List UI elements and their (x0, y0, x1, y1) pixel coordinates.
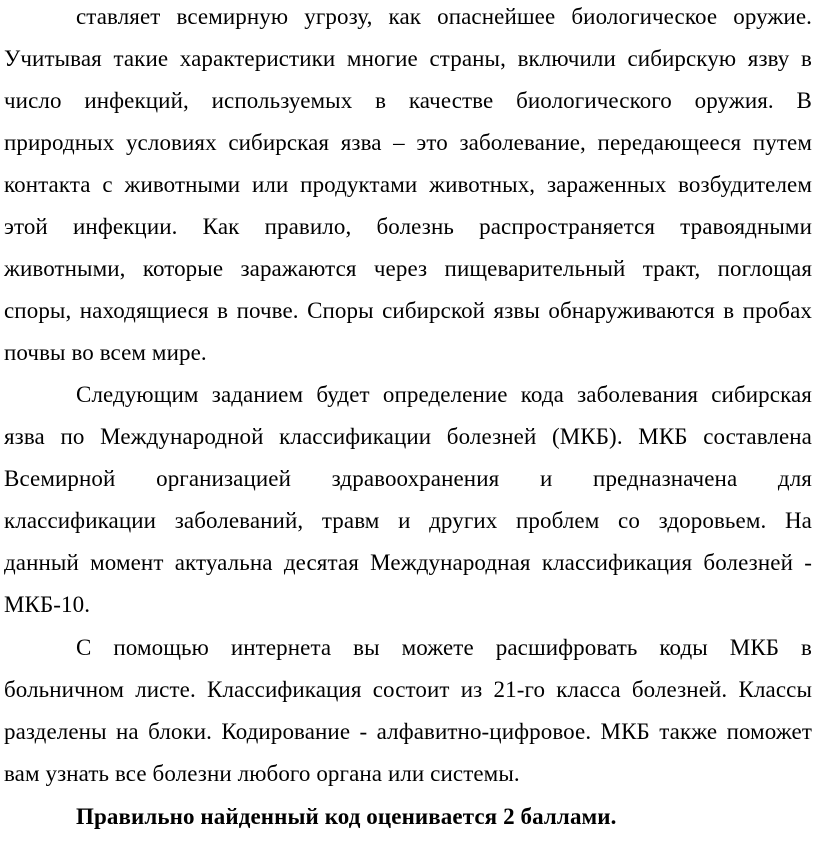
text-line: почвы во всем мире. (4, 340, 207, 365)
text-line: Учитывая такие характеристики многие страны, включили сибирскую язву в (4, 46, 812, 71)
scoring-note: Правильно найденный код оценивается 2 баллами. (76, 804, 617, 829)
text-line: животными, которые заражаются через пищеварительный тракт, поглощая (4, 256, 812, 281)
text-line: МКБ-10. (4, 592, 91, 617)
text-line: контакта с животными или продуктами животных, зараженных возбудителем (4, 172, 812, 197)
text-line: больничном листе. Классификация состоит из 21-го класса болезней. Классы (4, 677, 812, 702)
text-line: этой инфекции. Как правило, болезнь распространяется травоядными (4, 214, 812, 239)
text-line: язва по Международной классификации болезней (МКБ). МКБ составлена (4, 424, 812, 449)
text-line: классификации заболеваний, травм и других проблем со здоровьем. На (4, 508, 812, 533)
text-line: природных условиях сибирская язва – это заболевание, передающееся путем (4, 130, 812, 155)
text-line: Всемирной организацией здравоохранения и предназначена для (4, 466, 812, 491)
text-line: ставляет всемирную угрозу, как опаснейшее биологическое оружие. (76, 4, 812, 29)
text-line: Следующим заданием будет определение кода заболевания сибирская (76, 382, 812, 407)
text-line: С помощью интернета вы можете расшифровать коды МКБ в (76, 635, 812, 660)
text-line: вам узнать все болезни любого органа или системы. (4, 761, 520, 786)
text-line: споры, находящиеся в почве. Споры сибирской язвы обнаруживаются в пробах (4, 298, 812, 323)
text-line: число инфекций, используемых в качестве биологического оружия. В (4, 88, 812, 113)
text-line: разделены на блоки. Кодирование - алфавитно-цифровое. МКБ также поможет (4, 719, 812, 744)
text-line: данный момент актуальна десятая Международная классификация болезней - (4, 550, 812, 575)
